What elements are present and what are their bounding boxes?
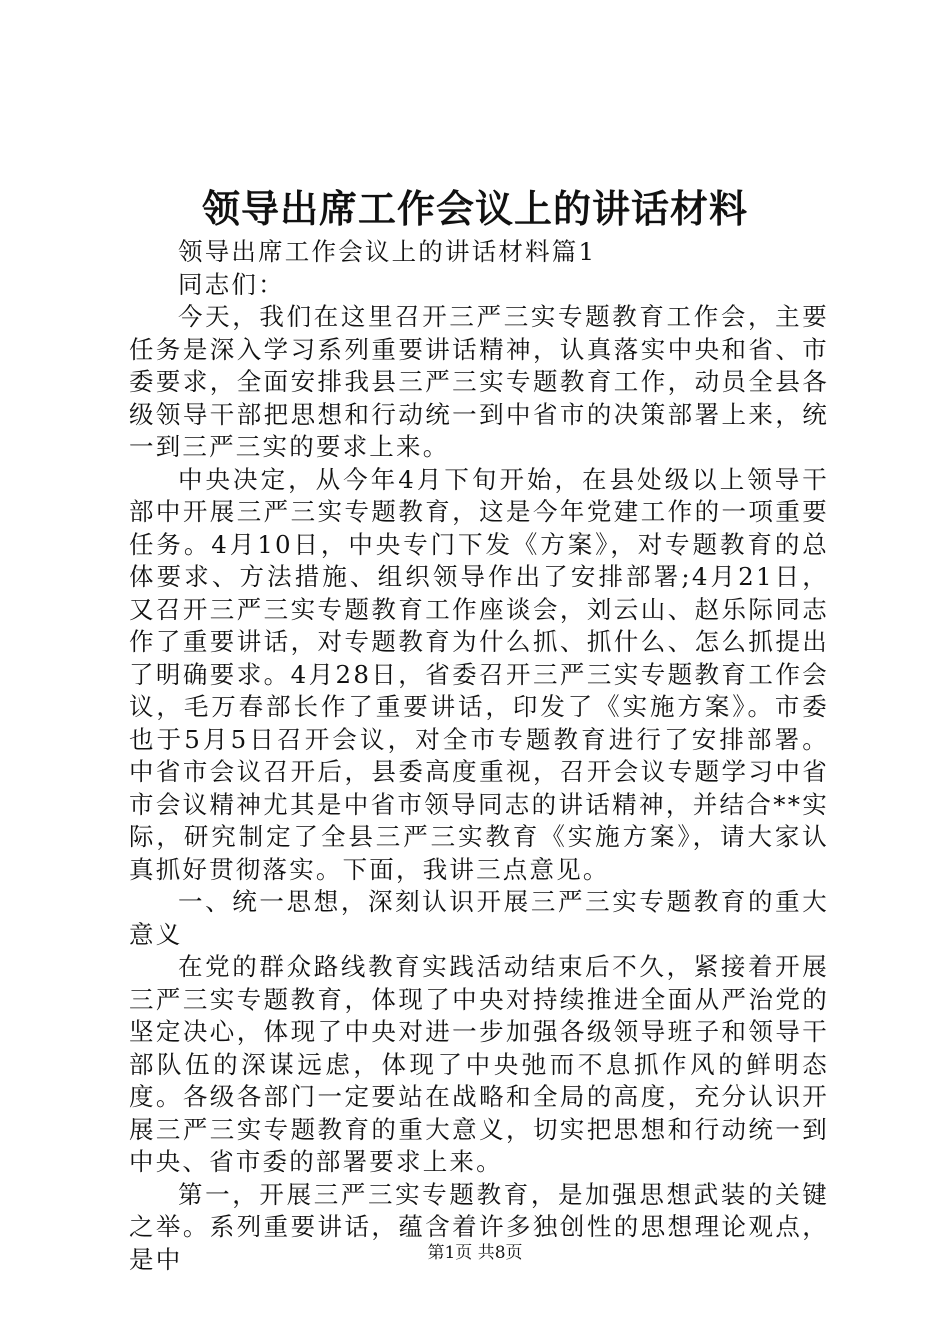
paragraph: 今天，我们在这里召开三严三实专题教育工作会，主要任务是深入学习系列重要讲话精神，认真落实中央和省、市委要求，全面安排我县三严三实专题教育工作，动员全县各级领导干部把思想和行动统一到中省市的决策部署上来，统一到三严三实的要求上来。 — [129, 302, 829, 461]
paragraph: 中央决定，从今年4月下旬开始，在县处级以上领导干部中开展三严三实专题教育，这是今年党建工作的一项重要任务。4月10日，中央专门下发《方案》，对专题教育的总体要求、方法措施、组织领导作出了安排部署;4月21日，又召开三严三实专题教育工作座谈会，刘云山、赵乐际同志作了重要讲话，对专题教育为什么抓、抓什么、怎么抓提出了明确要求。4月28日，省委召开三严三实专题教育工作会议，毛万春部长作了重要讲话，印发了《实施方案》。市委也于5月5日召开会议，对全市专题教育进行了安排部署。中省市会议召开后，县委高度重视，召开会议专题学习中省市会议精神尤其是中省市领导同志的讲话精神，并结合**实际，研究制定了全县三严三实教育《实施方案》，请大家认真抓好贯彻落实。下面，我讲三点意见。 — [129, 464, 829, 884]
paragraph: 在党的群众路线教育实践活动结束后不久，紧接着开展三严三实专题教育，体现了中央对持续推进全面从严治党的坚定决心，体现了中央对进一步加强各级领导班子和领导干部队伍的深谋远虑，体现了中央弛而不息抓作风的鲜明态度。各级各部门一定要站在战略和全局的高度，充分认识开展三严三实专题教育的重大意义，切实把思想和行动统一到中央、省市委的部署要求上来。 — [129, 952, 829, 1176]
paragraph: 第一，开展三严三实专题教育，是加强思想武装的关键之举。系列重要讲话，蕴含着许多独创性的思想理论观点，是中 — [129, 1179, 829, 1274]
section-heading: 一、统一思想，深刻认识开展三严三实专题教育的重大意义 — [129, 887, 829, 949]
page-footer: 第1页 共8页 — [427, 1243, 523, 1263]
salutation: 同志们： — [178, 269, 285, 299]
document-title: 领导出席工作会议上的讲话材料 — [201, 186, 748, 231]
section-heading: 领导出席工作会议上的讲话材料篇1 — [178, 237, 597, 266]
document-body — [129, 236, 829, 1276]
